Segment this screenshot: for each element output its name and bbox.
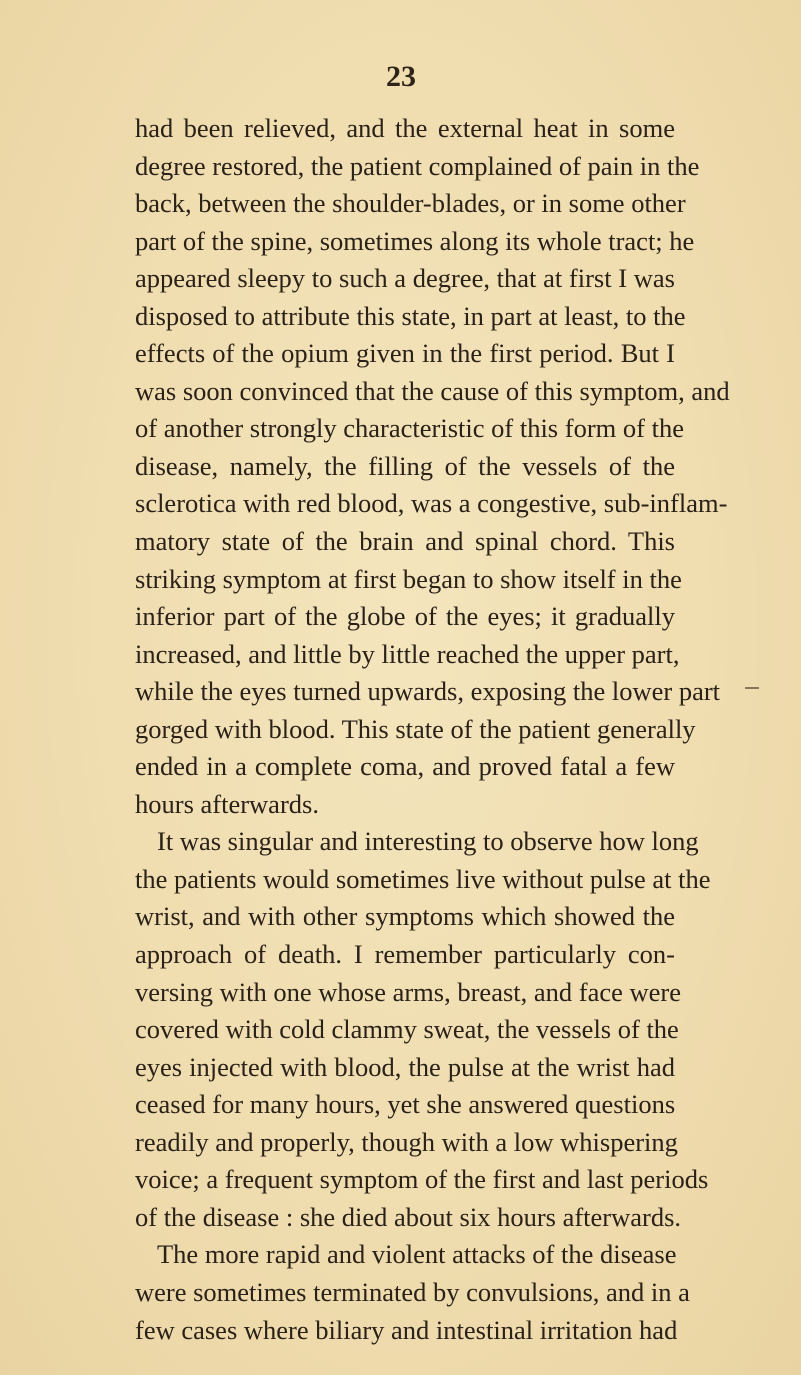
text-line: gorged with blood. This state of the patient generally xyxy=(135,713,696,744)
text-line: appeared sleepy to such a degree, that at first I was xyxy=(135,263,675,294)
text-line: of the disease : she died about six hours afterwards. xyxy=(135,1201,682,1232)
text-line: had been relieved, and the external heat in some xyxy=(135,113,675,143)
text-line: back, between the shoulder-blades, or in some other xyxy=(135,188,686,219)
text-line: sclerotica with red blood, was a congestive, sub-inflam- xyxy=(135,488,728,519)
text-line: was soon convinced that the cause of this symptom, and xyxy=(135,375,730,406)
paragraph xyxy=(135,823,711,1236)
text-line: hours afterwards. xyxy=(135,788,319,819)
text-line: while the eyes turned upwards, exposing the lower part xyxy=(135,676,721,707)
text-line: disease, namely, the filling of the vessels of the xyxy=(135,450,675,481)
text-line: readily and properly, though with a low whispering xyxy=(135,1126,678,1157)
text-line: matory state of the brain and spinal chord. This xyxy=(135,526,675,557)
text-line: covered with cold clammy sweat, the vessels of the xyxy=(135,1014,679,1045)
text-line: wrist, and with other symptoms which showed the xyxy=(135,901,675,932)
text-line: part of the spine, sometimes along its whole tract; he xyxy=(135,225,695,256)
text-line: ended in a complete coma, and proved fatal a few xyxy=(135,751,675,782)
paragraph xyxy=(135,110,730,823)
margin-dash-mark xyxy=(745,687,759,689)
text-line: increased, and little by little reached the upper part, xyxy=(135,638,680,669)
text-line: versing with one whose arms, breast, and face were xyxy=(135,976,681,1007)
text-line: effects of the opium given in the first period. But I xyxy=(135,338,675,369)
text-line: voice; a frequent symptom of the first and last periods xyxy=(135,1164,709,1195)
text-line: It was singular and interesting to observe how long xyxy=(157,826,699,857)
paragraph xyxy=(135,1236,690,1349)
text-line: degree restored, the patient complained of pain in the xyxy=(135,150,700,181)
body-text xyxy=(135,110,730,1349)
text-line: were sometimes terminated by convulsions, and in a xyxy=(135,1276,690,1307)
text-line: approach of death. I remember particularly con- xyxy=(135,939,675,970)
text-line: disposed to attribute this state, in part at least, to the xyxy=(135,300,686,331)
text-line: few cases where biliary and intestinal irritation had xyxy=(135,1314,678,1345)
page-number: 23 xyxy=(386,60,416,93)
text-line: inferior part of the globe of the eyes; it gradually xyxy=(135,601,675,632)
text-line: The more rapid and violent attacks of the disease xyxy=(157,1239,677,1270)
text-line: the patients would sometimes live without pulse at the xyxy=(135,863,711,894)
text-line: of another strongly characteristic of this form of the xyxy=(135,413,684,444)
text-line: striking symptom at first began to show itself in the xyxy=(135,563,682,594)
text-line: eyes injected with blood, the pulse at the wrist had xyxy=(135,1051,675,1082)
text-line: ceased for many hours, yet she answered questions xyxy=(135,1089,676,1120)
